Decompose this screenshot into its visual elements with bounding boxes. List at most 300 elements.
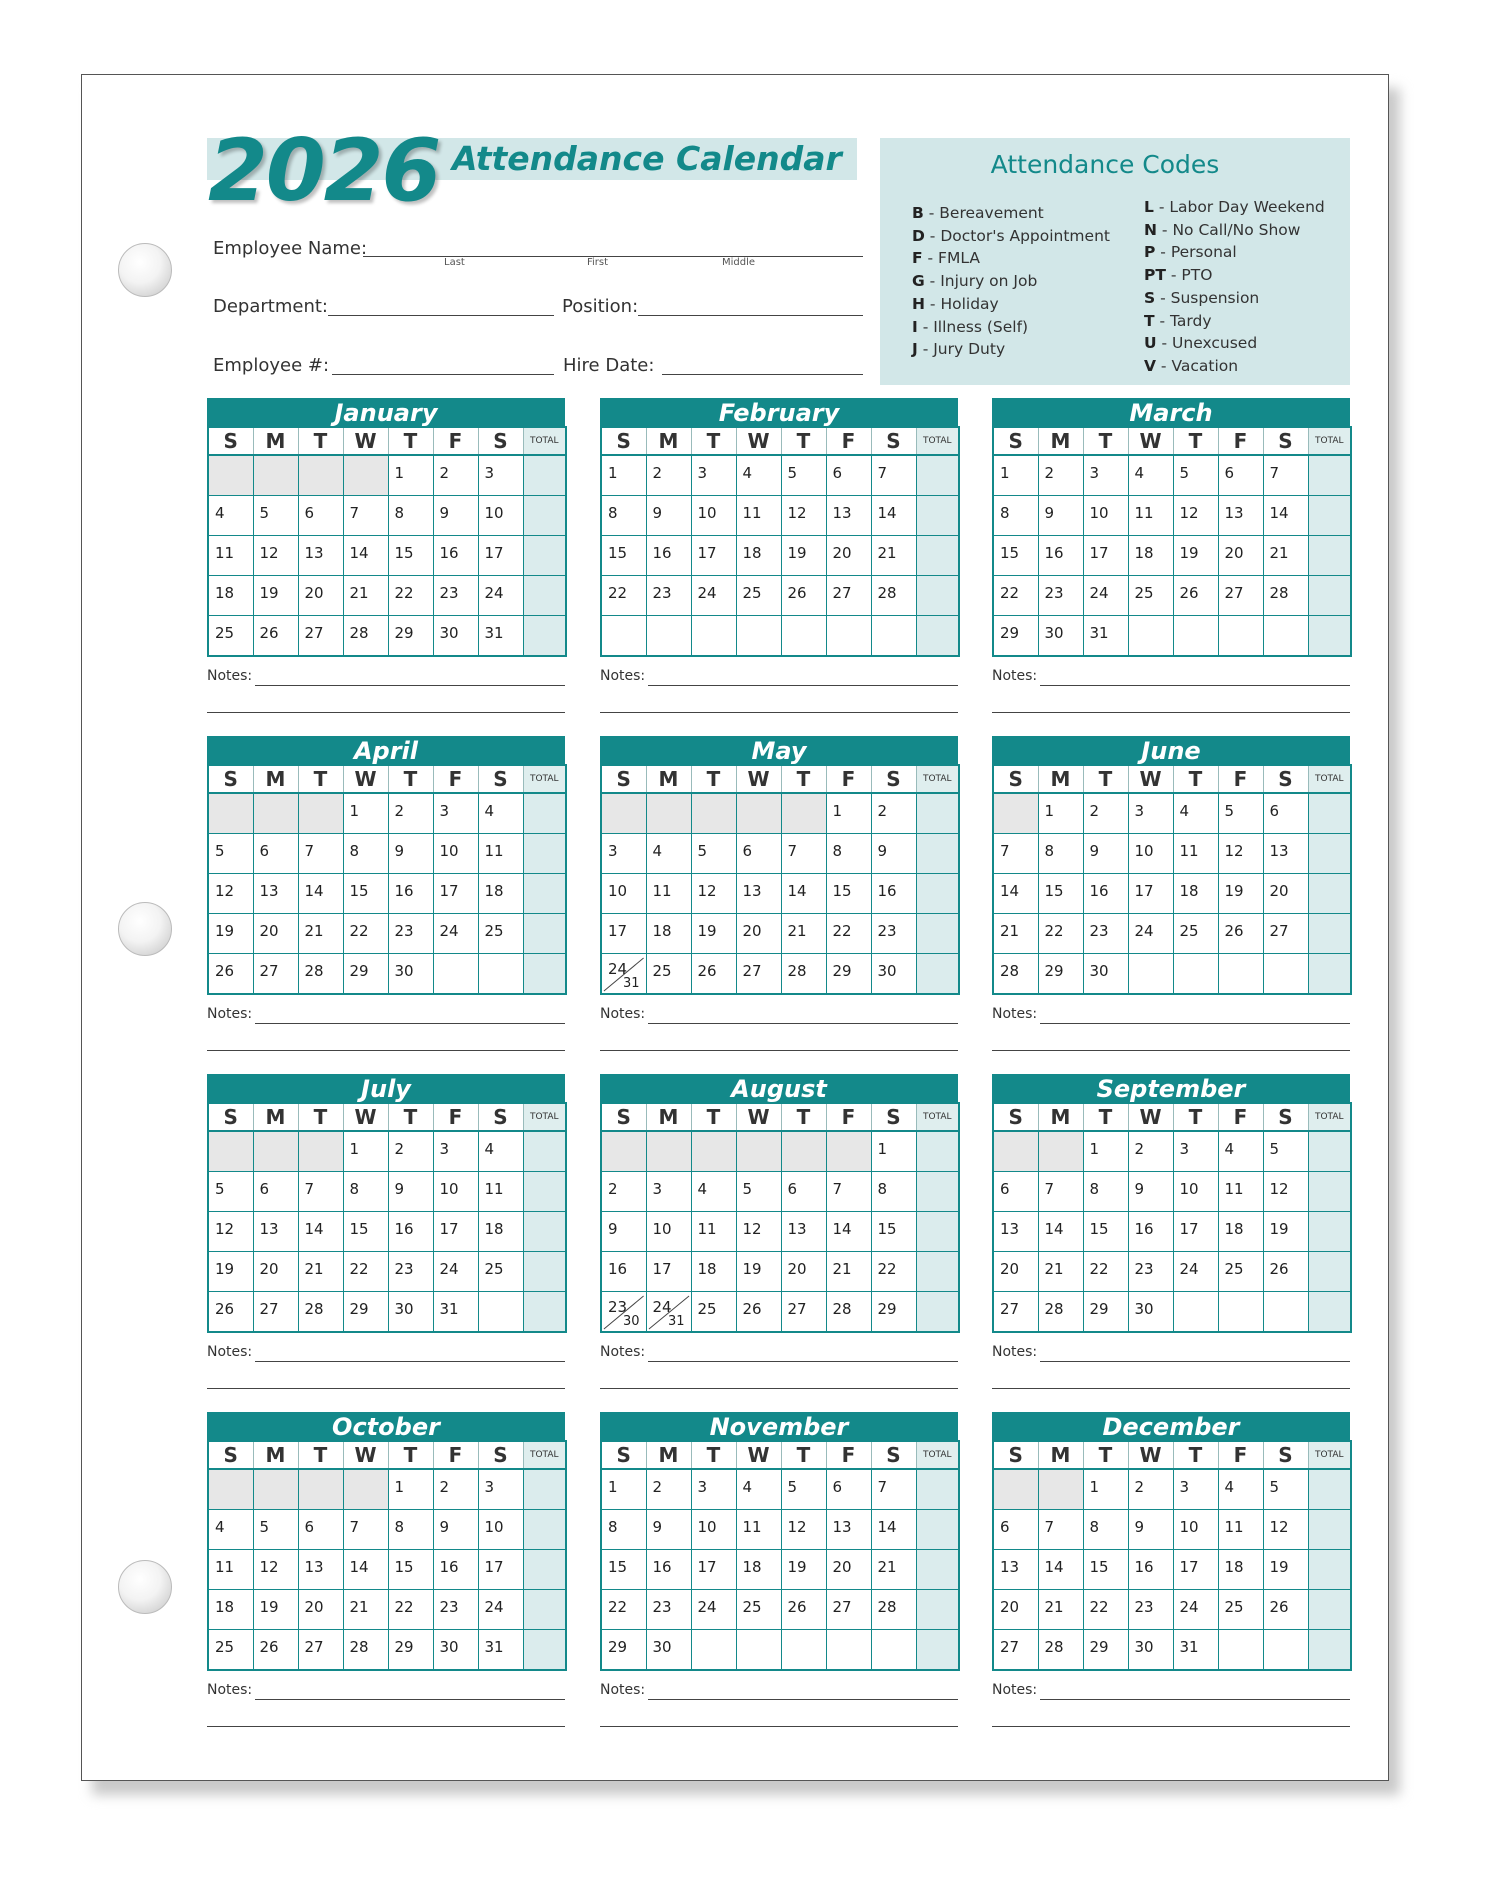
day-cell[interactable] — [826, 954, 871, 995]
day-cell[interactable] — [871, 576, 916, 616]
day-cell[interactable] — [478, 1131, 523, 1172]
day-cell[interactable] — [433, 496, 478, 536]
day-cell[interactable] — [993, 1550, 1038, 1590]
day-cell[interactable] — [646, 1550, 691, 1590]
hire-date-field[interactable] — [662, 374, 863, 375]
day-cell[interactable] — [343, 576, 388, 616]
day-cell[interactable] — [433, 874, 478, 914]
day-cell[interactable] — [826, 834, 871, 874]
day-cell[interactable] — [993, 576, 1038, 616]
total-cell[interactable] — [1308, 1550, 1351, 1590]
day-cell[interactable] — [1263, 954, 1308, 995]
notes-line[interactable] — [255, 1023, 565, 1024]
day-cell[interactable] — [1038, 1630, 1083, 1671]
day-cell[interactable] — [736, 1172, 781, 1212]
day-cell[interactable] — [646, 1252, 691, 1292]
day-cell[interactable] — [781, 1212, 826, 1252]
day-cell[interactable] — [601, 874, 646, 914]
day-cell[interactable] — [478, 1252, 523, 1292]
day-cell[interactable] — [993, 834, 1038, 874]
day-cell[interactable] — [871, 1510, 916, 1550]
day-cell[interactable] — [1083, 914, 1128, 954]
day-cell[interactable] — [993, 1510, 1038, 1550]
notes-line[interactable] — [992, 712, 1350, 713]
day-cell[interactable] — [601, 793, 646, 834]
notes-line[interactable] — [648, 1023, 958, 1024]
day-cell[interactable] — [253, 1550, 298, 1590]
day-cell[interactable] — [388, 1172, 433, 1212]
day-cell[interactable] — [343, 834, 388, 874]
day-cell[interactable] — [826, 1590, 871, 1630]
day-cell[interactable] — [1218, 1630, 1263, 1671]
day-cell[interactable] — [1173, 616, 1218, 657]
day-cell[interactable] — [826, 1172, 871, 1212]
total-cell[interactable] — [1308, 1292, 1351, 1333]
day-cell[interactable] — [388, 1510, 433, 1550]
day-cell[interactable] — [1038, 496, 1083, 536]
total-cell[interactable] — [1308, 496, 1351, 536]
day-cell[interactable] — [1218, 1510, 1263, 1550]
total-cell[interactable] — [916, 914, 959, 954]
day-cell[interactable] — [478, 616, 523, 657]
day-cell[interactable] — [601, 1630, 646, 1671]
day-cell[interactable] — [871, 1590, 916, 1630]
day-cell[interactable] — [601, 1469, 646, 1510]
day-cell[interactable] — [646, 496, 691, 536]
day-cell[interactable] — [646, 576, 691, 616]
day-cell[interactable] — [1263, 1630, 1308, 1671]
day-cell[interactable] — [1083, 1131, 1128, 1172]
day-cell[interactable] — [1038, 1590, 1083, 1630]
day-cell[interactable] — [691, 616, 736, 657]
total-cell[interactable] — [916, 576, 959, 616]
day-cell[interactable] — [208, 954, 253, 995]
total-cell[interactable] — [1308, 1252, 1351, 1292]
total-cell[interactable] — [1308, 954, 1351, 995]
total-cell[interactable] — [916, 536, 959, 576]
day-cell[interactable] — [601, 1510, 646, 1550]
day-cell[interactable] — [478, 536, 523, 576]
day-cell[interactable] — [343, 793, 388, 834]
day-cell[interactable] — [388, 1131, 433, 1172]
day-cell[interactable] — [253, 1292, 298, 1333]
day-cell[interactable] — [993, 914, 1038, 954]
day-cell[interactable] — [993, 1630, 1038, 1671]
day-cell[interactable] — [1173, 914, 1218, 954]
day-cell[interactable] — [298, 793, 343, 834]
day-cell[interactable] — [601, 496, 646, 536]
day-cell[interactable] — [871, 1550, 916, 1590]
day-cell[interactable] — [388, 1252, 433, 1292]
day-cell[interactable] — [1128, 874, 1173, 914]
day-cell[interactable] — [298, 1550, 343, 1590]
day-cell[interactable] — [1083, 1469, 1128, 1510]
total-cell[interactable] — [523, 1469, 566, 1510]
day-cell[interactable] — [1173, 1172, 1218, 1212]
day-cell[interactable] — [1083, 793, 1128, 834]
total-cell[interactable] — [916, 496, 959, 536]
day-cell[interactable] — [208, 1630, 253, 1671]
total-cell[interactable] — [523, 1550, 566, 1590]
day-cell[interactable] — [1083, 1510, 1128, 1550]
day-cell[interactable] — [208, 536, 253, 576]
day-cell[interactable] — [1218, 834, 1263, 874]
total-cell[interactable] — [916, 1252, 959, 1292]
total-cell[interactable] — [1308, 1510, 1351, 1550]
day-cell[interactable] — [478, 455, 523, 496]
day-cell[interactable] — [1128, 455, 1173, 496]
day-cell[interactable] — [601, 954, 646, 995]
day-cell[interactable] — [1263, 793, 1308, 834]
day-cell[interactable] — [646, 954, 691, 995]
day-cell[interactable] — [1038, 1131, 1083, 1172]
day-cell[interactable] — [433, 616, 478, 657]
day-cell[interactable] — [388, 1630, 433, 1671]
day-cell[interactable] — [1083, 576, 1128, 616]
day-cell[interactable] — [1128, 1212, 1173, 1252]
day-cell[interactable] — [478, 1172, 523, 1212]
day-cell[interactable] — [208, 1252, 253, 1292]
day-cell[interactable] — [298, 1469, 343, 1510]
day-cell[interactable] — [1263, 834, 1308, 874]
day-cell[interactable] — [1218, 954, 1263, 995]
notes-line[interactable] — [207, 1388, 565, 1389]
day-cell[interactable] — [478, 1292, 523, 1333]
department-field[interactable] — [328, 315, 554, 316]
day-cell[interactable] — [433, 954, 478, 995]
day-cell[interactable] — [388, 616, 433, 657]
day-cell[interactable] — [478, 793, 523, 834]
day-cell[interactable] — [298, 1590, 343, 1630]
day-cell[interactable] — [691, 954, 736, 995]
day-cell[interactable] — [691, 914, 736, 954]
day-cell[interactable] — [736, 536, 781, 576]
day-cell[interactable] — [601, 1172, 646, 1212]
day-cell[interactable] — [1173, 536, 1218, 576]
day-cell[interactable] — [1263, 874, 1308, 914]
day-cell[interactable] — [208, 1550, 253, 1590]
day-cell[interactable] — [646, 1510, 691, 1550]
day-cell[interactable] — [208, 1510, 253, 1550]
total-cell[interactable] — [523, 954, 566, 995]
day-cell[interactable] — [433, 536, 478, 576]
day-cell[interactable] — [208, 576, 253, 616]
day-cell[interactable] — [343, 1252, 388, 1292]
day-cell[interactable] — [253, 1469, 298, 1510]
day-cell[interactable] — [1038, 1252, 1083, 1292]
day-cell[interactable] — [1218, 1172, 1263, 1212]
day-cell[interactable] — [1083, 1590, 1128, 1630]
total-cell[interactable] — [1308, 1172, 1351, 1212]
day-cell[interactable] — [993, 874, 1038, 914]
total-cell[interactable] — [1308, 616, 1351, 657]
day-cell[interactable] — [1263, 1212, 1308, 1252]
total-cell[interactable] — [916, 455, 959, 496]
day-cell[interactable] — [736, 834, 781, 874]
day-cell[interactable] — [781, 793, 826, 834]
day-cell[interactable] — [1128, 1469, 1173, 1510]
day-cell[interactable] — [1263, 1172, 1308, 1212]
day-cell[interactable] — [388, 1550, 433, 1590]
notes-line[interactable] — [1040, 1699, 1350, 1700]
total-cell[interactable] — [523, 496, 566, 536]
day-cell[interactable] — [826, 793, 871, 834]
total-cell[interactable] — [523, 1510, 566, 1550]
day-cell[interactable] — [993, 1590, 1038, 1630]
day-cell[interactable] — [1173, 1292, 1218, 1333]
day-cell[interactable] — [343, 1292, 388, 1333]
day-cell[interactable] — [871, 1131, 916, 1172]
day-cell[interactable] — [388, 1292, 433, 1333]
notes-line[interactable] — [207, 1050, 565, 1051]
day-cell[interactable] — [478, 834, 523, 874]
day-cell[interactable] — [343, 1131, 388, 1172]
day-cell[interactable] — [781, 496, 826, 536]
total-cell[interactable] — [523, 1131, 566, 1172]
day-cell[interactable] — [1083, 616, 1128, 657]
day-cell[interactable] — [826, 1510, 871, 1550]
total-cell[interactable] — [916, 954, 959, 995]
day-cell[interactable] — [871, 1469, 916, 1510]
day-cell[interactable] — [388, 496, 433, 536]
day-cell[interactable] — [1038, 793, 1083, 834]
total-cell[interactable] — [1308, 1212, 1351, 1252]
day-cell[interactable] — [871, 536, 916, 576]
day-cell[interactable] — [736, 874, 781, 914]
day-cell[interactable] — [736, 1590, 781, 1630]
day-cell[interactable] — [478, 576, 523, 616]
day-cell[interactable] — [691, 1292, 736, 1333]
day-cell[interactable] — [1128, 834, 1173, 874]
day-cell[interactable] — [1218, 1469, 1263, 1510]
day-cell[interactable] — [1263, 1550, 1308, 1590]
day-cell[interactable] — [646, 793, 691, 834]
day-cell[interactable] — [478, 496, 523, 536]
day-cell[interactable] — [781, 874, 826, 914]
day-cell[interactable] — [343, 1510, 388, 1550]
day-cell[interactable] — [736, 1630, 781, 1671]
day-cell[interactable] — [433, 1172, 478, 1212]
day-cell[interactable] — [478, 914, 523, 954]
day-cell[interactable] — [208, 914, 253, 954]
day-cell[interactable] — [993, 1172, 1038, 1212]
day-cell[interactable] — [253, 793, 298, 834]
day-cell[interactable] — [208, 1131, 253, 1172]
day-cell[interactable] — [646, 616, 691, 657]
day-cell[interactable] — [601, 834, 646, 874]
day-cell[interactable] — [298, 455, 343, 496]
day-cell[interactable] — [736, 1212, 781, 1252]
day-cell[interactable] — [1173, 1510, 1218, 1550]
day-cell[interactable] — [601, 1292, 646, 1333]
day-cell[interactable] — [601, 1212, 646, 1252]
day-cell[interactable] — [871, 1630, 916, 1671]
day-cell[interactable] — [208, 1292, 253, 1333]
day-cell[interactable] — [1218, 536, 1263, 576]
total-cell[interactable] — [1308, 914, 1351, 954]
notes-line[interactable] — [600, 1726, 958, 1727]
day-cell[interactable] — [871, 1172, 916, 1212]
day-cell[interactable] — [343, 616, 388, 657]
total-cell[interactable] — [1308, 536, 1351, 576]
total-cell[interactable] — [916, 834, 959, 874]
day-cell[interactable] — [478, 1630, 523, 1671]
day-cell[interactable] — [826, 1550, 871, 1590]
day-cell[interactable] — [691, 834, 736, 874]
day-cell[interactable] — [1173, 455, 1218, 496]
day-cell[interactable] — [736, 1252, 781, 1292]
day-cell[interactable] — [478, 1550, 523, 1590]
day-cell[interactable] — [1038, 834, 1083, 874]
day-cell[interactable] — [1083, 1212, 1128, 1252]
day-cell[interactable] — [691, 576, 736, 616]
day-cell[interactable] — [691, 536, 736, 576]
day-cell[interactable] — [781, 954, 826, 995]
day-cell[interactable] — [208, 616, 253, 657]
day-cell[interactable] — [871, 874, 916, 914]
day-cell[interactable] — [781, 834, 826, 874]
day-cell[interactable] — [298, 1630, 343, 1671]
notes-line[interactable] — [207, 712, 565, 713]
day-cell[interactable] — [826, 914, 871, 954]
day-cell[interactable] — [1038, 874, 1083, 914]
day-cell[interactable] — [343, 1590, 388, 1630]
day-cell[interactable] — [1173, 874, 1218, 914]
day-cell[interactable] — [298, 576, 343, 616]
day-cell[interactable] — [1038, 1292, 1083, 1333]
day-cell[interactable] — [478, 1469, 523, 1510]
day-cell[interactable] — [1128, 496, 1173, 536]
total-cell[interactable] — [916, 1131, 959, 1172]
day-cell[interactable] — [433, 1292, 478, 1333]
day-cell[interactable] — [208, 1172, 253, 1212]
day-cell[interactable] — [993, 1469, 1038, 1510]
notes-line[interactable] — [600, 1050, 958, 1051]
day-cell[interactable] — [691, 1172, 736, 1212]
day-cell[interactable] — [781, 536, 826, 576]
day-cell[interactable] — [736, 1469, 781, 1510]
day-cell[interactable] — [601, 914, 646, 954]
day-cell[interactable] — [781, 1252, 826, 1292]
day-cell[interactable] — [208, 874, 253, 914]
day-cell[interactable] — [871, 1212, 916, 1252]
total-cell[interactable] — [916, 1172, 959, 1212]
day-cell[interactable] — [1128, 576, 1173, 616]
total-cell[interactable] — [1308, 1590, 1351, 1630]
notes-line[interactable] — [255, 685, 565, 686]
day-cell[interactable] — [1263, 1590, 1308, 1630]
total-cell[interactable] — [916, 1469, 959, 1510]
day-cell[interactable] — [343, 496, 388, 536]
day-cell[interactable] — [343, 455, 388, 496]
day-cell[interactable] — [388, 793, 433, 834]
day-cell[interactable] — [1083, 1252, 1128, 1292]
notes-line[interactable] — [255, 1361, 565, 1362]
day-cell[interactable] — [826, 455, 871, 496]
day-cell[interactable] — [478, 1212, 523, 1252]
day-cell[interactable] — [433, 914, 478, 954]
day-cell[interactable] — [601, 536, 646, 576]
total-cell[interactable] — [1308, 576, 1351, 616]
day-cell[interactable] — [1173, 1212, 1218, 1252]
day-cell[interactable] — [646, 1292, 691, 1333]
day-cell[interactable] — [1083, 496, 1128, 536]
day-cell[interactable] — [781, 455, 826, 496]
day-cell[interactable] — [646, 914, 691, 954]
day-cell[interactable] — [1173, 1590, 1218, 1630]
day-cell[interactable] — [1173, 1252, 1218, 1292]
notes-line[interactable] — [648, 1699, 958, 1700]
day-cell[interactable] — [253, 834, 298, 874]
day-cell[interactable] — [646, 1131, 691, 1172]
day-cell[interactable] — [691, 1590, 736, 1630]
day-cell[interactable] — [298, 954, 343, 995]
day-cell[interactable] — [1173, 834, 1218, 874]
position-field[interactable] — [638, 315, 863, 316]
day-cell[interactable] — [1038, 616, 1083, 657]
day-cell[interactable] — [1218, 1131, 1263, 1172]
day-cell[interactable] — [871, 616, 916, 657]
total-cell[interactable] — [1308, 1469, 1351, 1510]
day-cell[interactable] — [691, 1630, 736, 1671]
day-cell[interactable] — [1173, 1469, 1218, 1510]
total-cell[interactable] — [1308, 1630, 1351, 1671]
total-cell[interactable] — [523, 1252, 566, 1292]
total-cell[interactable] — [523, 1292, 566, 1333]
day-cell[interactable] — [1263, 1510, 1308, 1550]
day-cell[interactable] — [388, 576, 433, 616]
day-cell[interactable] — [388, 874, 433, 914]
day-cell[interactable] — [1038, 914, 1083, 954]
day-cell[interactable] — [1263, 496, 1308, 536]
day-cell[interactable] — [826, 1252, 871, 1292]
day-cell[interactable] — [208, 1469, 253, 1510]
day-cell[interactable] — [1083, 1550, 1128, 1590]
day-cell[interactable] — [1218, 576, 1263, 616]
day-cell[interactable] — [871, 455, 916, 496]
day-cell[interactable] — [646, 1590, 691, 1630]
day-cell[interactable] — [781, 1469, 826, 1510]
day-cell[interactable] — [646, 1469, 691, 1510]
day-cell[interactable] — [388, 1590, 433, 1630]
day-cell[interactable] — [1038, 536, 1083, 576]
day-cell[interactable] — [781, 1131, 826, 1172]
day-cell[interactable] — [343, 914, 388, 954]
day-cell[interactable] — [691, 1252, 736, 1292]
day-cell[interactable] — [871, 834, 916, 874]
day-cell[interactable] — [1038, 954, 1083, 995]
day-cell[interactable] — [781, 616, 826, 657]
day-cell[interactable] — [871, 954, 916, 995]
day-cell[interactable] — [646, 1630, 691, 1671]
day-cell[interactable] — [691, 496, 736, 536]
day-cell[interactable] — [1128, 1252, 1173, 1292]
day-cell[interactable] — [343, 954, 388, 995]
day-cell[interactable] — [691, 1131, 736, 1172]
day-cell[interactable] — [1128, 1292, 1173, 1333]
day-cell[interactable] — [871, 496, 916, 536]
day-cell[interactable] — [646, 1172, 691, 1212]
day-cell[interactable] — [646, 834, 691, 874]
day-cell[interactable] — [1038, 1469, 1083, 1510]
day-cell[interactable] — [1173, 576, 1218, 616]
day-cell[interactable] — [298, 1252, 343, 1292]
day-cell[interactable] — [781, 1172, 826, 1212]
day-cell[interactable] — [1218, 914, 1263, 954]
day-cell[interactable] — [343, 1172, 388, 1212]
total-cell[interactable] — [523, 834, 566, 874]
day-cell[interactable] — [1128, 793, 1173, 834]
